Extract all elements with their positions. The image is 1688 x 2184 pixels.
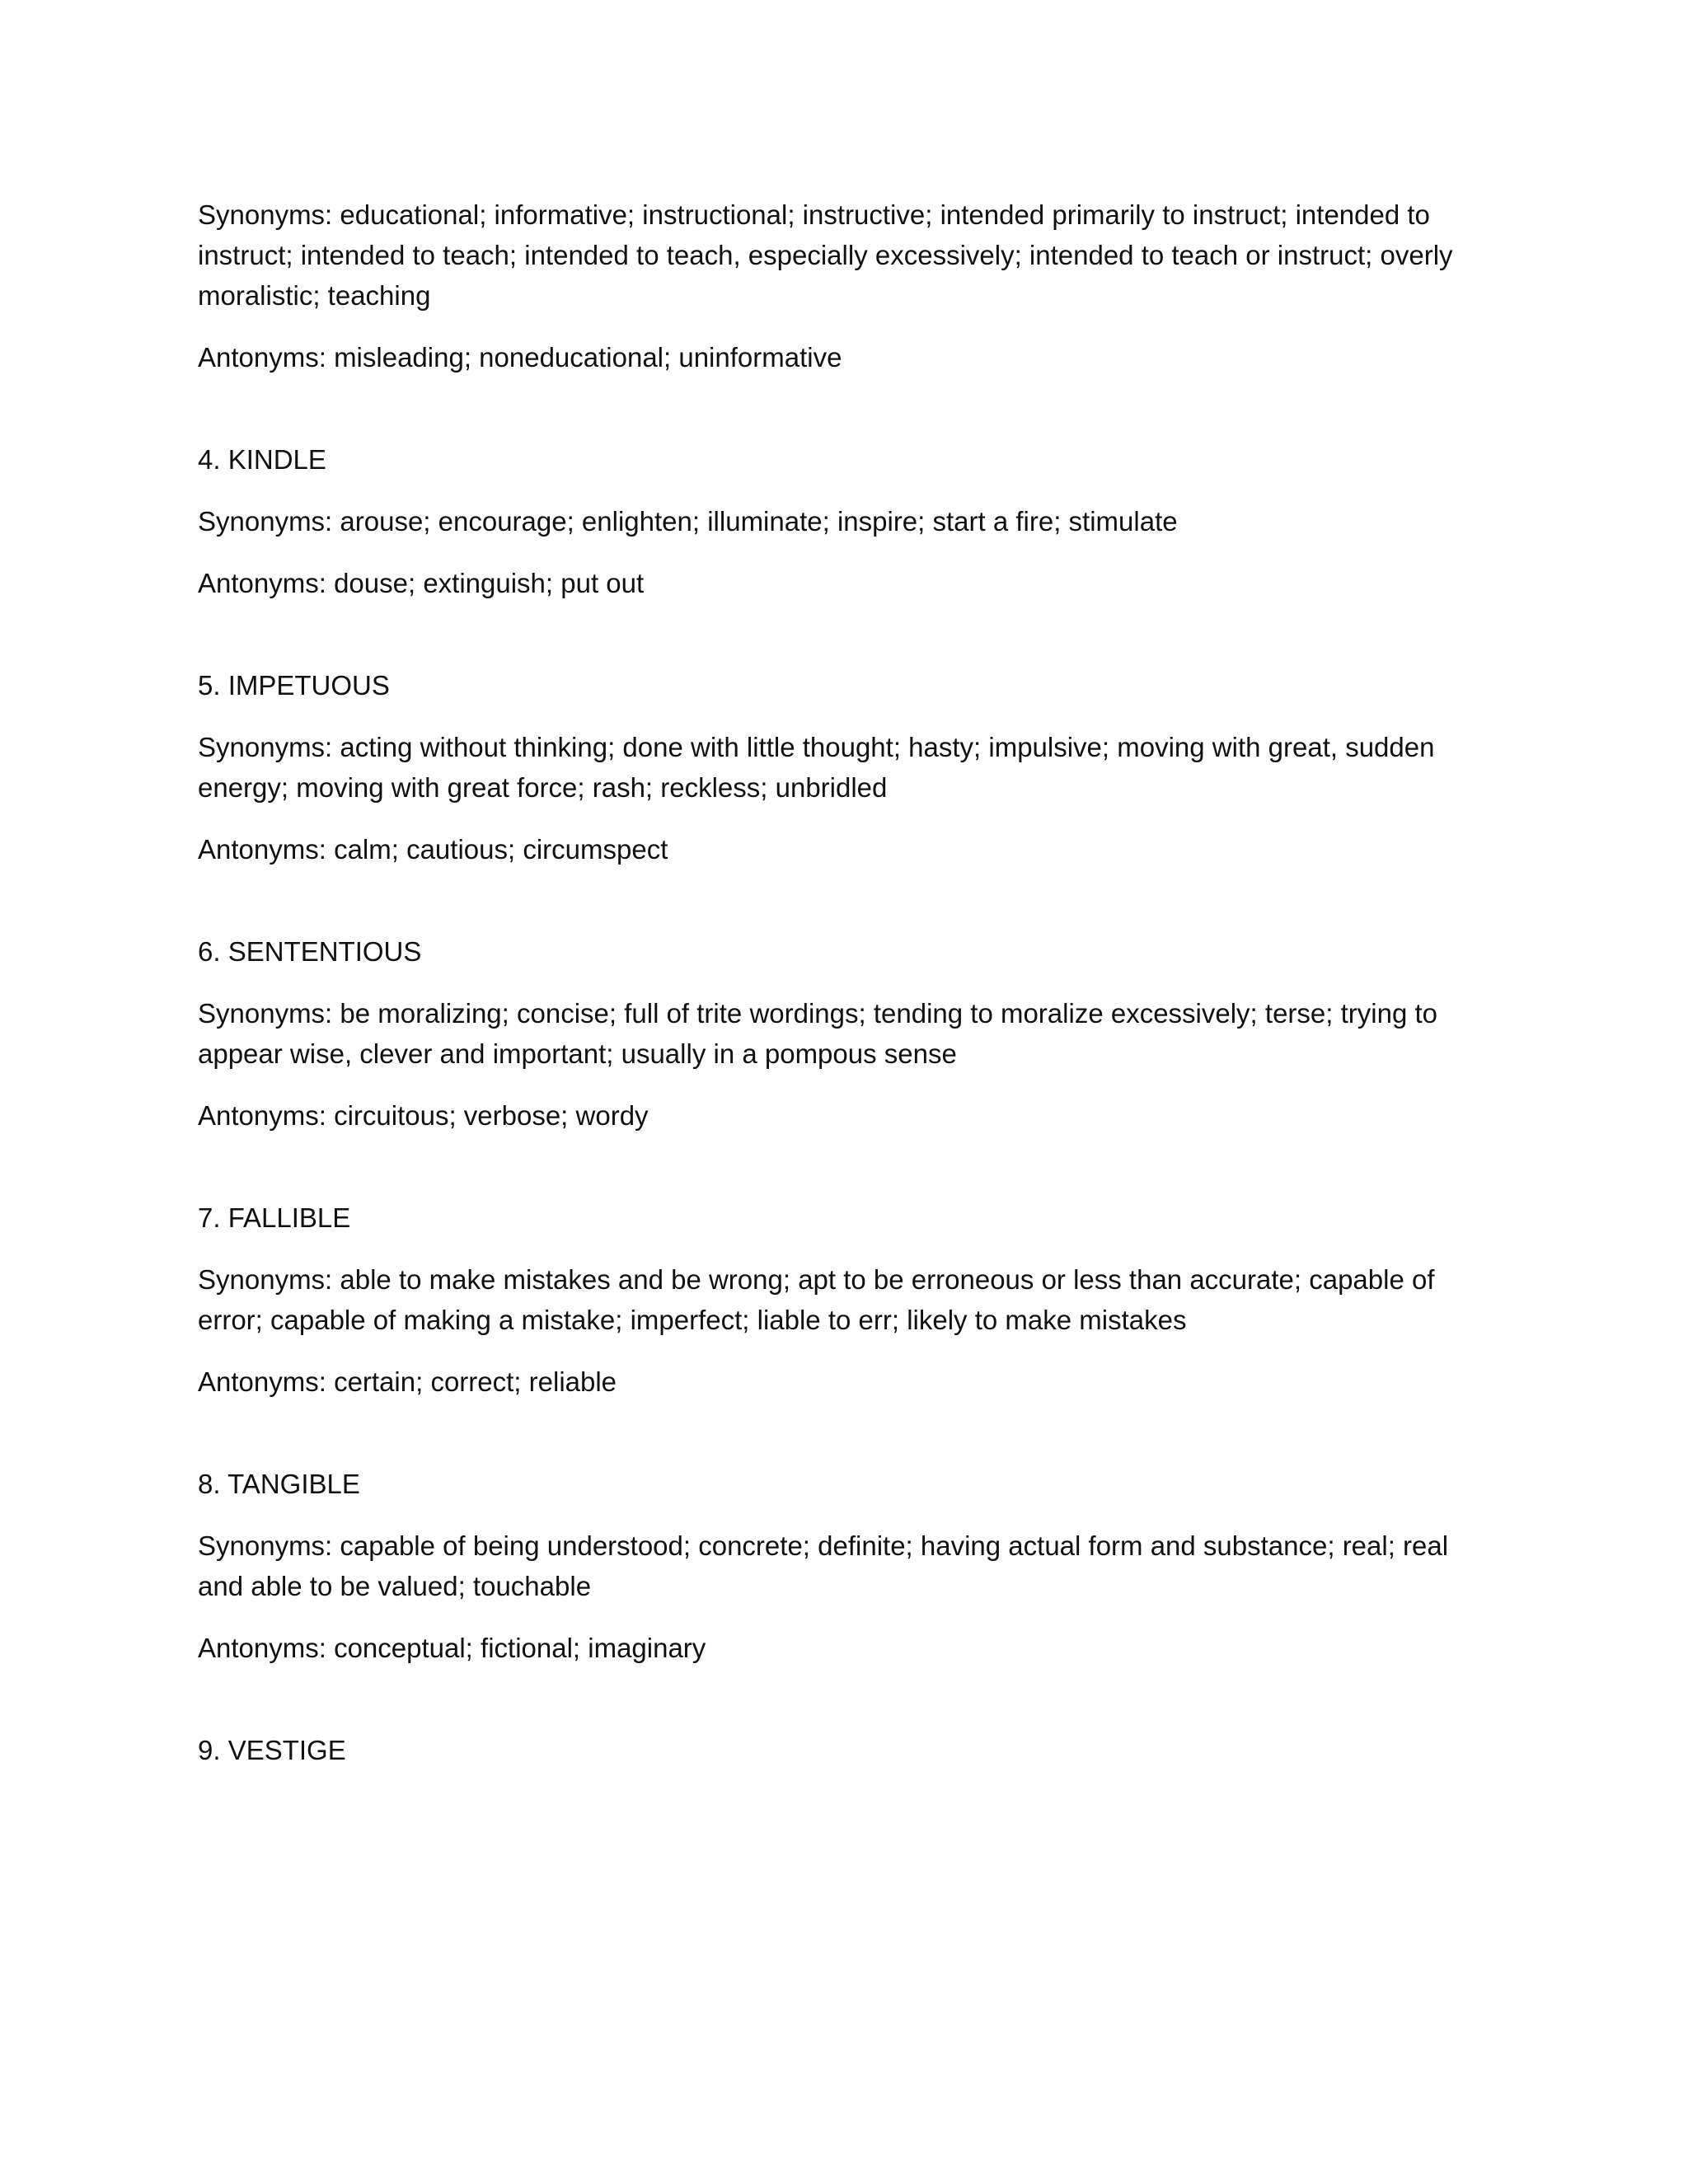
synonyms-text: Synonyms: able to make mistakes and be wrong; apt to be erroneous or less than accurate; capable of error; capable of making a mistake; imperfect; liable to err; likely to make mistakes bbox=[198, 1264, 1435, 1335]
entry-fallible bbox=[198, 1197, 1500, 1402]
entry-vestige bbox=[198, 1730, 1500, 1770]
entry-heading: 4. KINDLE bbox=[198, 444, 326, 475]
synonyms-text: Synonyms: capable of being understood; concrete; definite; having actual form and substance; real; real and able to be valued; touchable bbox=[198, 1530, 1449, 1601]
synonyms-text: Synonyms: educational; informative; instructional; instructive; intended primarily to instruct; intended to instruct; intended to teach; intended to teach, especially excessively; intended to teach or instruct; overly moralistic; teaching bbox=[198, 199, 1453, 311]
entry-heading: 9. VESTIGE bbox=[198, 1735, 346, 1765]
antonyms-text: Antonyms: circuitous; verbose; wordy bbox=[198, 1100, 649, 1131]
entry-heading: 6. SENTENTIOUS bbox=[198, 936, 422, 967]
antonyms-text: Antonyms: douse; extinguish; put out bbox=[198, 568, 645, 598]
antonyms-text: Antonyms: conceptual; fictional; imaginary bbox=[198, 1633, 706, 1663]
entry-impetuous bbox=[198, 665, 1500, 869]
synonyms-text: Synonyms: be moralizing; concise; full of trite wordings; tending to moralize excessively; terse; trying to appear wise, clever and important; usually in a pompous sense bbox=[198, 998, 1437, 1069]
synonyms-text: Synonyms: arouse; encourage; enlighten; illuminate; inspire; start a fire; stimulate bbox=[198, 506, 1178, 537]
entry-heading: 5. IMPETUOUS bbox=[198, 670, 390, 701]
entry-tangible bbox=[198, 1464, 1500, 1668]
entry-heading: 7. FALLIBLE bbox=[198, 1202, 351, 1233]
document-body bbox=[198, 194, 1500, 1792]
entry-intro bbox=[198, 194, 1500, 377]
antonyms-text: Antonyms: certain; correct; reliable bbox=[198, 1366, 617, 1397]
antonyms-text: Antonyms: calm; cautious; circumspect bbox=[198, 834, 668, 865]
entry-heading: 8. TANGIBLE bbox=[198, 1469, 360, 1499]
synonyms-text: Synonyms: acting without thinking; done with little thought; hasty; impulsive; moving with great, sudden energy; moving with great force; rash; reckless; unbridled bbox=[198, 732, 1435, 803]
antonyms-text: Antonyms: misleading; noneducational; uninformative bbox=[198, 342, 842, 373]
entry-sententious bbox=[198, 931, 1500, 1136]
entry-kindle bbox=[198, 439, 1500, 603]
